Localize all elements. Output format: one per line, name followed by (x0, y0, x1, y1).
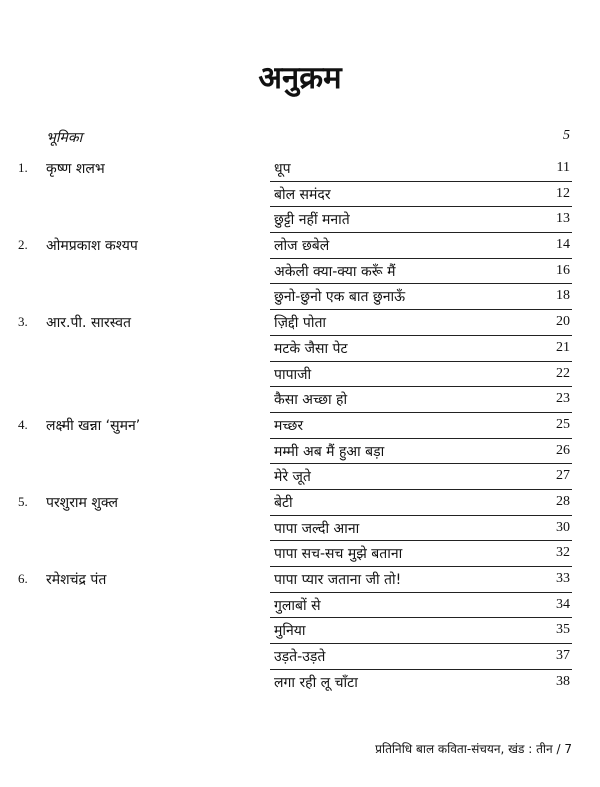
intro-label: भूमिका (46, 130, 83, 146)
poem-title: बोल समंदर (274, 186, 331, 203)
toc-row (0, 541, 600, 567)
page-number: 23 (556, 391, 570, 407)
page-number: 37 (556, 648, 570, 664)
toc-row (0, 618, 600, 644)
page-number: 16 (556, 262, 570, 278)
poem-title: मेरे जूते (274, 469, 311, 486)
page-number: 32 (556, 545, 570, 561)
page-number: 21 (556, 339, 570, 355)
poem-title: उड़ते-उड़ते (274, 649, 326, 666)
toc-row (0, 387, 600, 413)
toc-row (0, 284, 600, 310)
toc-row (0, 593, 600, 619)
poem-title: पापाजी (274, 366, 312, 383)
author-name: कृष्ण शलभ (46, 161, 105, 177)
poem-title: मटके जैसा पेट (274, 340, 348, 357)
page-number: 25 (556, 416, 570, 432)
toc-row (0, 336, 600, 362)
toc-row (0, 439, 600, 465)
poem-title: छुट्टी नहीं मनाते (274, 212, 350, 229)
toc-row (0, 490, 600, 516)
author-name: परशुराम शुक्ल (46, 494, 119, 511)
page-number: 27 (556, 468, 570, 484)
poem-title: अकेली क्या-क्या करूँ मैं (274, 263, 396, 280)
poem-title: कैसा अच्छा हो (274, 392, 348, 409)
author-name: लक्ष्मी खन्ना ‘सुमन’ (46, 417, 141, 434)
poem-title: पापा प्यार जताना जी तो! (274, 572, 402, 588)
poem-title: बेटी (274, 494, 293, 511)
page-number: 28 (556, 493, 570, 509)
poem-title: पापा सच-सच मुझे बताना (274, 546, 403, 563)
page-number: 35 (556, 622, 570, 638)
toc-row (0, 182, 600, 208)
page-number: 38 (556, 673, 570, 689)
page-number: 14 (556, 237, 570, 253)
page-number: 12 (556, 185, 570, 201)
page-footer: प्रतिनिधि बाल कविता-संचयन, खंड : तीन / 7 (375, 742, 572, 756)
toc-row (0, 156, 600, 182)
poem-title: लोज छबेले (274, 238, 330, 255)
author-name: रमेशचंद्र पंत (46, 572, 107, 588)
page-number: 30 (556, 519, 570, 535)
page-number: 13 (556, 211, 570, 227)
toc-row (0, 413, 600, 439)
page-number: 20 (556, 314, 570, 330)
poem-title: छुनो-छुनो एक बात छुनाऊँ (274, 289, 406, 306)
author-name: ओमप्रकाश कश्यप (46, 238, 138, 255)
toc-row (0, 310, 600, 336)
entry-number: 6. (18, 571, 28, 586)
author-name: आर.पी. सारस्वत (46, 315, 131, 332)
toc-row (0, 233, 600, 259)
poem-title: मच्छर (274, 417, 304, 434)
toc-row (0, 670, 600, 696)
page-number: 18 (556, 288, 570, 304)
entry-number: 5. (18, 493, 28, 509)
toc-row (0, 644, 600, 670)
table-of-contents (0, 156, 600, 695)
poem-title: मुनिया (274, 623, 306, 640)
poem-title: मम्मी अब मैं हुआ बड़ा (274, 443, 385, 460)
entry-number: 4. (18, 416, 28, 432)
page-title: अनुक्रम (258, 60, 342, 96)
poem-title: ज़िद्दी पोता (274, 315, 327, 332)
page-number: 26 (556, 442, 570, 458)
toc-row (0, 207, 600, 233)
poem-title: पापा जल्दी आना (274, 520, 360, 537)
poem-title: धूप (274, 161, 291, 177)
toc-row (0, 464, 600, 490)
entry-number: 1. (18, 160, 28, 175)
entry-number: 3. (18, 314, 28, 330)
toc-row (0, 516, 600, 542)
poem-title: लगा रही लू चाँटा (274, 674, 358, 691)
toc-row (0, 567, 600, 593)
toc-row (0, 362, 600, 388)
page-number: 34 (556, 596, 570, 612)
page-number: 33 (556, 571, 570, 586)
page-number: 22 (556, 365, 570, 381)
toc-row (0, 259, 600, 285)
entry-number: 2. (18, 237, 28, 253)
poem-title: गुलाबों से (274, 597, 321, 614)
page-number: 11 (556, 160, 570, 175)
intro-page-number: 5 (563, 128, 570, 143)
